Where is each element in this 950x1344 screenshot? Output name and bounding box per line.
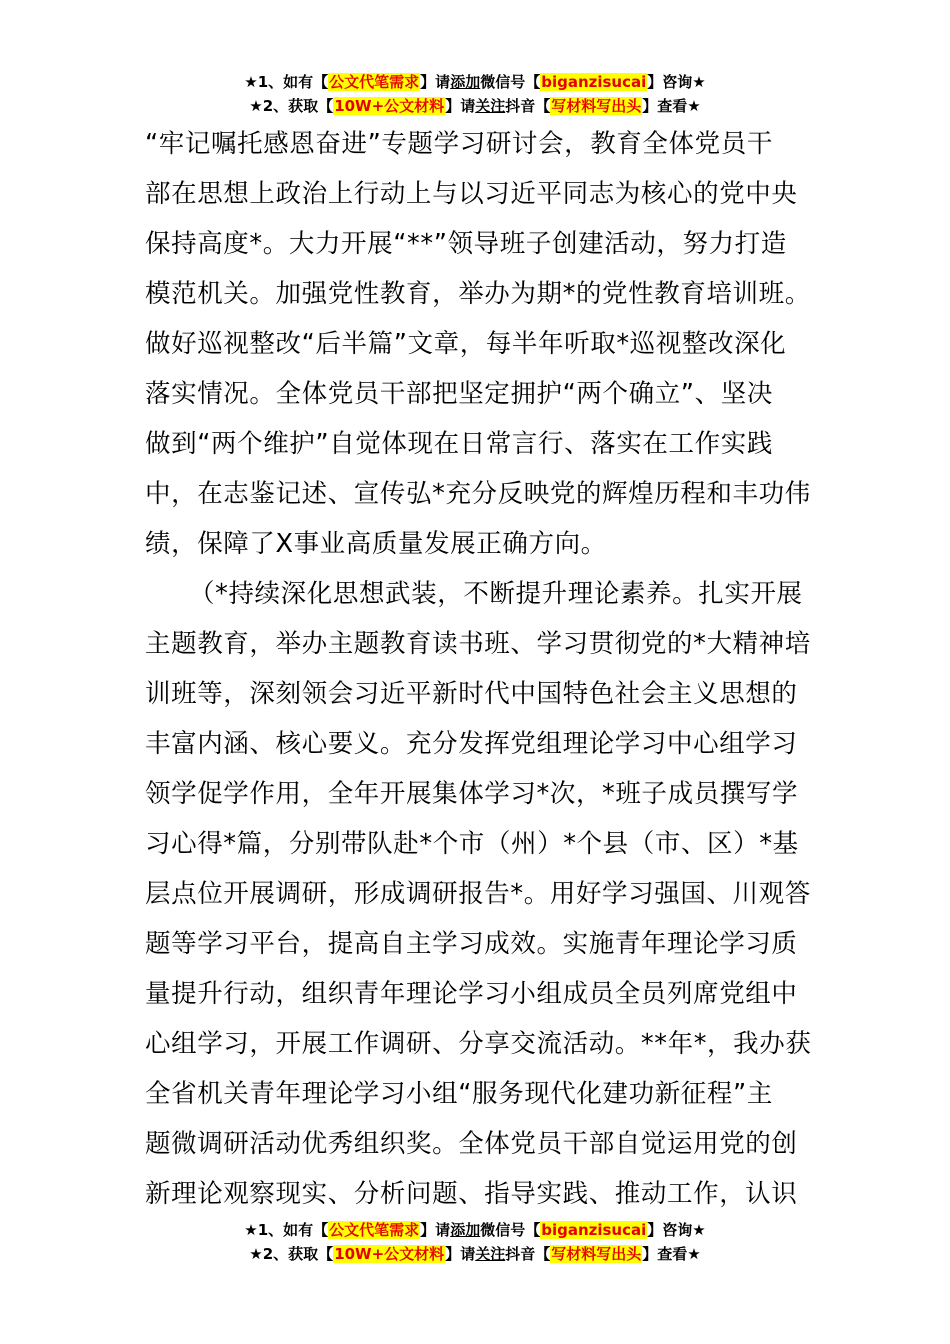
- underlined-text: 关注: [475, 97, 506, 115]
- banner-line-1: [0, 70, 950, 94]
- text-line: 训班等，深刻领会习近平新时代中国特色社会主义思想的: [145, 679, 798, 709]
- text-line: 绩，保障了X事业高质量发展正确方向。: [145, 529, 607, 559]
- text-line: 丰富内涵、核心要义。充分发挥党组理论学习中心组学习: [145, 729, 798, 759]
- footer-banner: [0, 1218, 950, 1266]
- text-line: 量提升行动，组织青年理论学习小组成员全员列席党组中: [145, 979, 798, 1009]
- header-banner: [0, 70, 950, 118]
- banner-text: 】请: [445, 97, 476, 115]
- banner-text: 】查看★: [642, 1245, 701, 1263]
- paragraph-2: [145, 569, 810, 1219]
- highlight-douyin: 写材料写出头: [551, 97, 642, 115]
- highlight-douyin: 写材料写出头: [551, 1245, 642, 1263]
- highlight-wechat-id: biganzisucai: [541, 73, 647, 91]
- banner-text: ★2、获取【: [249, 1245, 334, 1263]
- underlined-text: 添加: [450, 1221, 481, 1239]
- banner-text: 】咨询★: [647, 1221, 706, 1239]
- text-line: 模范机关。加强党性教育，举办为期*的党性教育培训班。: [145, 279, 811, 309]
- text-line: 主题教育，举办主题教育读书班、学习贯彻党的*大精神培: [145, 629, 811, 659]
- banner-line-2: [0, 94, 950, 118]
- text-line: “牢记嘱托感恩奋进”专题学习研讨会，教育全体党员干: [145, 129, 773, 159]
- highlight-materials: 10W+公文材料: [334, 97, 445, 115]
- text-line: 做到“两个维护”自觉体现在日常言行、落实在工作实践: [145, 429, 773, 459]
- text-line: 题微调研活动优秀组织奖。全体党员干部自觉运用党的创: [145, 1129, 798, 1159]
- text-line: 部在思想上政治上行动上与以习近平同志为核心的党中央: [145, 179, 798, 209]
- highlight-wechat-id: biganzisucai: [541, 1221, 647, 1239]
- text-line: 做好巡视整改“后半篇”文章，每半年听取*巡视整改深化: [145, 329, 787, 359]
- banner-text: 】请: [420, 1221, 451, 1239]
- banner-text: 抖音【: [505, 97, 551, 115]
- banner-text: 】请: [420, 73, 451, 91]
- banner-text: 】咨询★: [647, 73, 706, 91]
- banner-text: 微信号【: [480, 73, 541, 91]
- highlight-materials: 10W+公文材料: [334, 1245, 445, 1263]
- text-line: 保持高度*。大力开展“**”领导班子创建活动，努力打造: [145, 229, 787, 259]
- text-line: 心组学习，开展工作调研、分享交流活动。**年*，我办获: [145, 1029, 812, 1059]
- text-line: 领学促学作用，全年开展集体学习*次，*班子成员撰写学: [145, 779, 799, 809]
- banner-line-2: [0, 1242, 950, 1266]
- highlight-service: 公文代笔需求: [329, 1221, 420, 1239]
- banner-text: 】请: [445, 1245, 476, 1263]
- banner-text: 抖音【: [505, 1245, 551, 1263]
- text-line: 新理论观察现实、分析问题、指导实践、推动工作，认识: [145, 1179, 798, 1209]
- paragraph-1: [145, 119, 810, 569]
- highlight-service: 公文代笔需求: [329, 73, 420, 91]
- banner-text: 微信号【: [480, 1221, 541, 1239]
- text-line: 题等学习平台，提高自主学习成效。实施青年理论学习质: [145, 929, 798, 959]
- document-body: [145, 119, 810, 1219]
- banner-text: ★2、获取【: [249, 97, 334, 115]
- underlined-text: 关注: [475, 1245, 506, 1263]
- text-line: （*持续深化思想武装，不断提升理论素养。扎实开展: [189, 579, 803, 609]
- text-line: 中，在志鉴记述、宣传弘*充分反映党的辉煌历程和丰功伟: [145, 479, 811, 509]
- underlined-text: 添加: [450, 73, 481, 91]
- banner-line-1: [0, 1218, 950, 1242]
- banner-text: ★1、如有【: [244, 1221, 329, 1239]
- text-line: 层点位开展调研，形成调研报告*。用好学习强国、川观答: [145, 879, 811, 909]
- text-line: 全省机关青年理论学习小组“服务现代化建功新征程”主: [145, 1079, 773, 1109]
- banner-text: ★1、如有【: [244, 73, 329, 91]
- text-line: 习心得*篇，分别带队赴*个市（州）*个县（市、区）*基: [145, 829, 799, 859]
- text-line: 落实情况。全体党员干部把坚定拥护“两个确立”、坚决: [145, 379, 773, 409]
- banner-text: 】查看★: [642, 97, 701, 115]
